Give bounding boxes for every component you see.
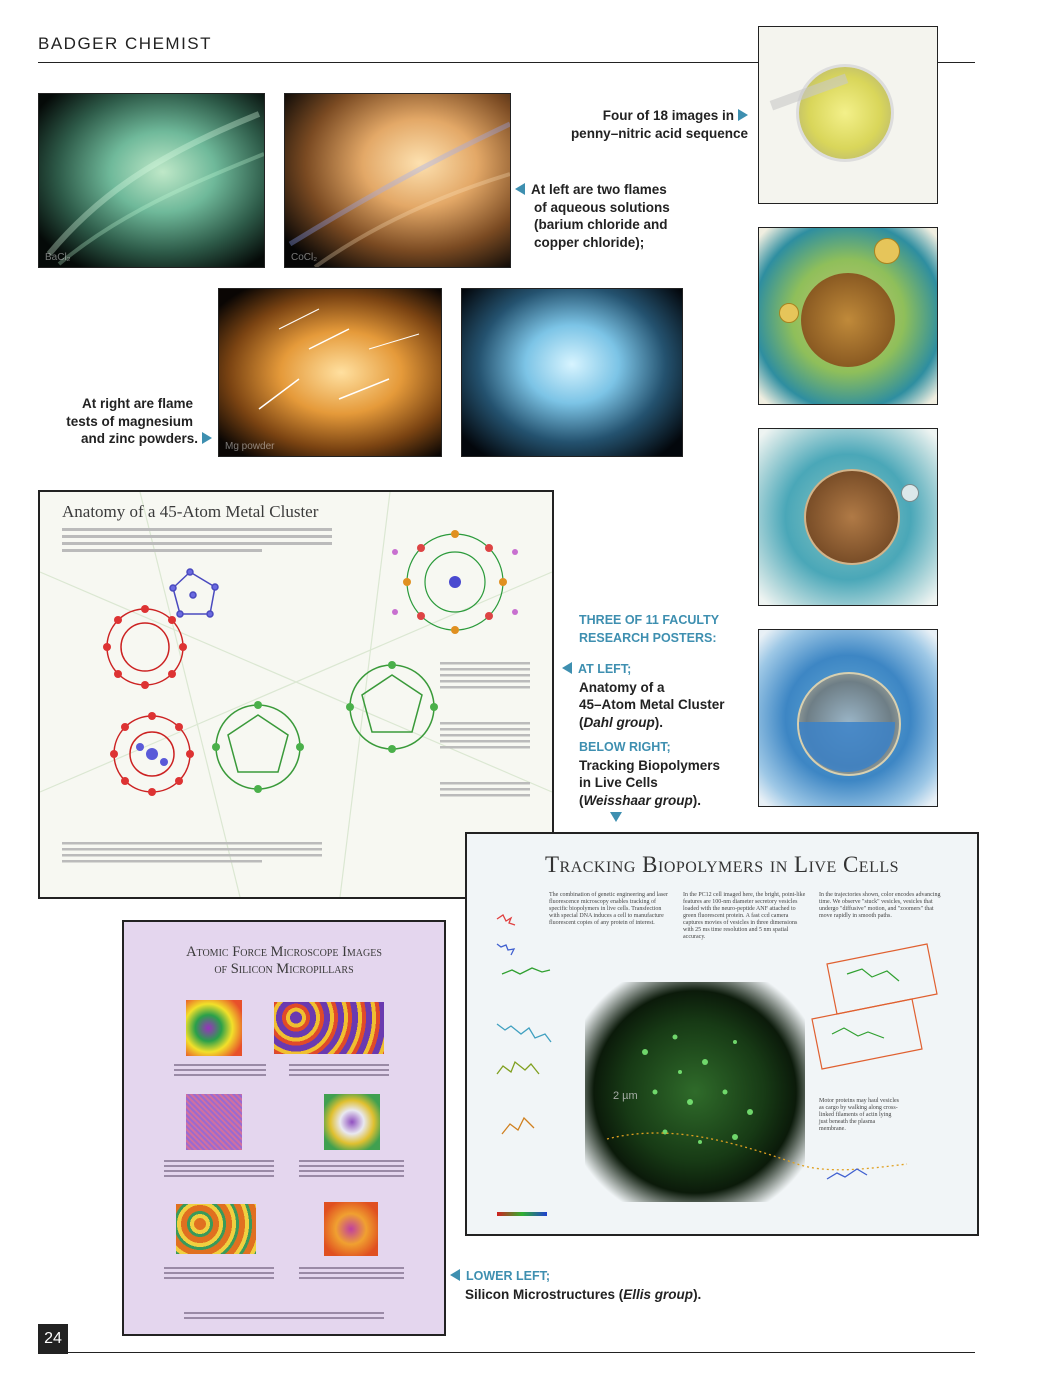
caption-line: Anatomy of a [579,679,665,695]
caption-lower-left [450,1268,750,1303]
poster-title: Tracking Biopolymers in Live Cells [544,852,900,877]
caption-line: and zinc powders. [80,431,198,446]
penny [801,273,895,367]
flame-streaks [39,94,264,267]
group-name: Dahl group [583,714,655,730]
spark-streaks [219,289,441,456]
footer-rule [38,1352,975,1353]
caption-line: tests of magnesium [66,413,193,429]
caption-line: At left are two flames [531,182,667,197]
penny [804,469,900,565]
flame-photo-copper [284,93,511,268]
poster-name: Silicon Microstructures [465,1286,616,1302]
caption-posters [562,612,752,809]
motor-proteins-text: Motor proteins may haul vesicles as cargo by walking along cross-linked filaments of actin lying just beneath the plasma membrane. [819,1098,899,1132]
arrow-left-icon [450,1269,460,1281]
poster-text-col2: In the PC12 cell imaged here, the bright, point-like features are 100-nm diameter secretory vesicles loaded with the neuro-peptide ANF attached to green fluorescent protein. A fast ccd camera captures movies of vesicles in three dimensions with 25 ms time resolution and 5 nm spatial accuracy. [683,892,806,940]
trajectory-plots [467,834,977,1234]
poster-heading: THREE OF 11 FACULTY [579,613,720,627]
flame-streaks [285,94,510,267]
poster-text-col3: In the trajectories shown, color encodes advancing time. We observe "stuck" vesicles, vesicles that undergo "diffusive" motion, and "zoomers" that move rapidly in smooth paths. [819,892,941,919]
poster-title-line: Atomic Force Microscope Images [186,944,382,960]
caption-line: Four of 18 images in [602,108,734,123]
flame-label: BaCl₂ [45,252,71,263]
arrow-down-icon [610,812,622,822]
magazine-header: BADGER CHEMIST [38,34,213,53]
afm-text-blocks [124,922,444,1334]
flame-photo-zinc [461,288,683,457]
flame-label: CoCl₂ [291,252,318,263]
arrow-right-icon [738,109,748,121]
bubble [779,303,799,323]
poster-subheading: AT LEFT; [578,662,632,676]
penny-photo-2 [758,227,938,405]
arrow-left-icon [515,183,525,195]
group-name: Weisshaar group [583,792,693,808]
caption-line: (Dahl group). [579,714,663,730]
caption-line: (barium chloride and [534,217,668,232]
poster-text-col1: The combination of genetic engineering and laser fluorescence microscopy enables tracking of specific biopolymers in live cells. Transfection with special DNA induces a cell to manufacture fluorescent copies of any protein of interest. [549,892,668,926]
caption-line: copper chloride); [534,234,645,250]
poster-title-line: of Silicon Micropillars [214,961,354,977]
bubble [901,484,919,502]
arrow-right-icon [202,432,212,444]
group-name: Ellis group [623,1286,694,1302]
caption-line: Tracking Biopolymers [579,757,721,773]
bubble [874,238,900,264]
penny-photo-4 [758,629,938,807]
flame-label: Mg powder [225,441,275,452]
caption-line: (Weisshaar group). [579,792,702,808]
caption-line: 45–Atom Metal Cluster [579,697,725,712]
poster-tracking-biopolymers [465,832,979,1236]
flame-photo-barium [38,93,265,268]
caption-line: At right are flame [81,396,193,411]
poster-subheading: LOWER LEFT; [466,1269,551,1283]
caption-line: penny–nitric acid sequence [570,125,748,141]
penny-photo-1 [758,26,938,204]
poster-heading: RESEARCH POSTERS: [579,630,717,645]
caption-line: of aqueous solutions [534,199,670,215]
caption-right-flames [40,395,212,448]
scale-bar-label: 2 µm [613,1090,638,1102]
page-number: 24 [38,1324,68,1354]
poster-afm-micropillars [122,920,446,1336]
caption-line: in Live Cells [579,775,658,790]
caption-line: Silicon Microstructures (Ellis group). [465,1286,702,1302]
poster-title: Anatomy of a 45-Atom Metal Cluster [62,502,319,521]
flame-photo-magnesium [218,288,442,457]
caption-left-flames [515,181,715,251]
poster-subheading: BELOW RIGHT; [579,740,671,754]
caption-penny [558,107,748,142]
penny-photo-3 [758,428,938,606]
arrow-left-icon [562,662,572,674]
